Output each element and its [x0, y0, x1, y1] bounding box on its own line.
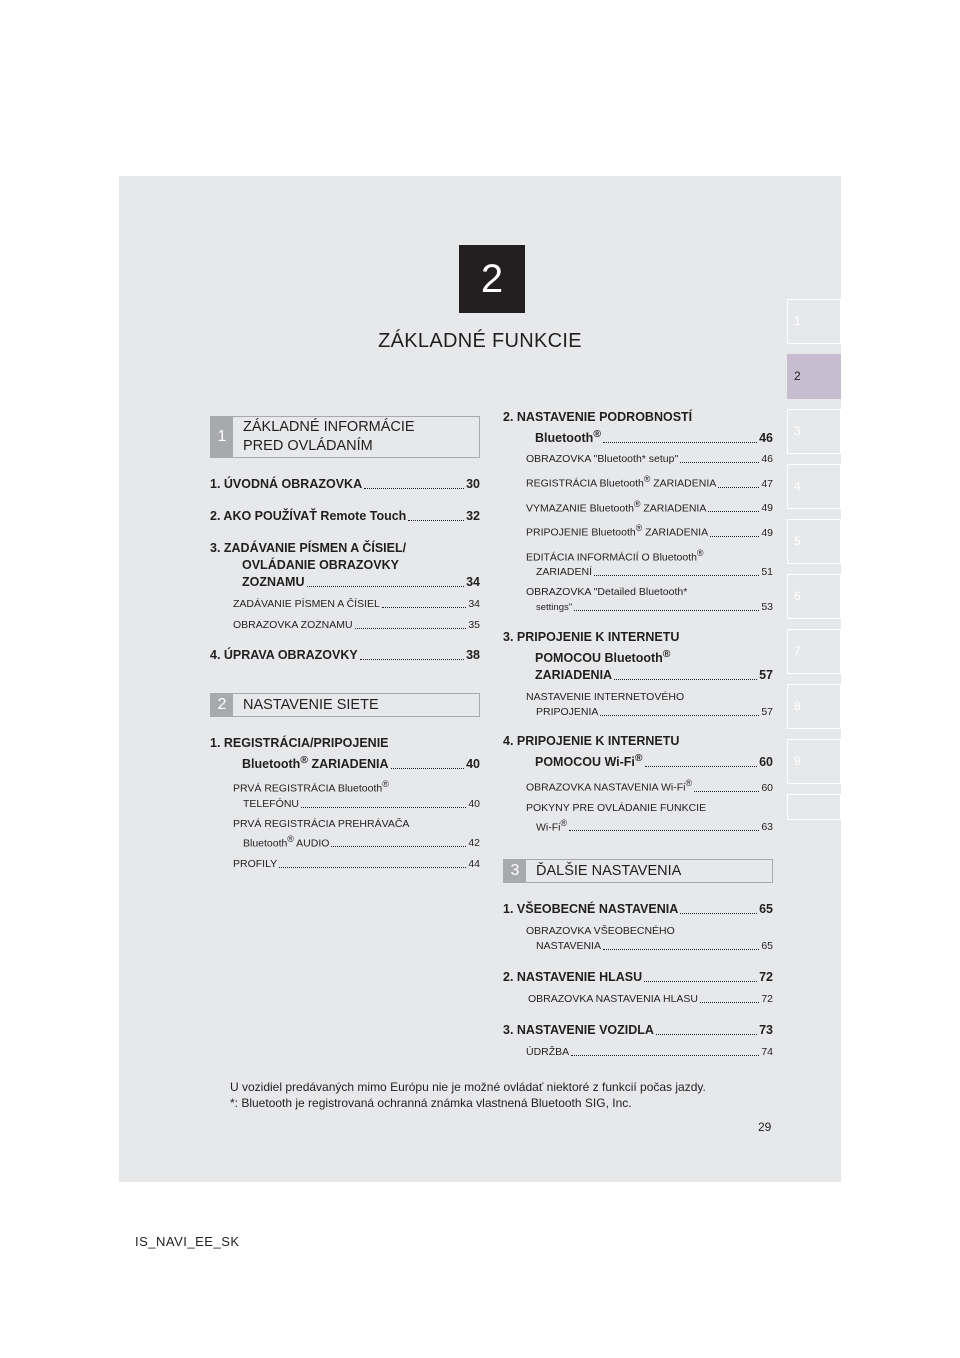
- toc-subentry[interactable]: OBRAZOVKA ZOZNAMU 35: [233, 619, 480, 631]
- page-ref: 34: [466, 575, 480, 589]
- chapter-tab-1[interactable]: 1: [787, 299, 841, 344]
- page-ref: 40: [466, 757, 480, 772]
- toc-subentry[interactable]: PRVÁ REGISTRÁCIA Bluetooth® TELEFÓNU 40: [233, 779, 480, 810]
- chapter-tab-3[interactable]: 3: [787, 409, 841, 454]
- section-number: 2: [211, 694, 233, 716]
- page-ref: 38: [466, 648, 480, 662]
- footnote-line: U vozidiel predávaných mimo Európu nie je možné ovládať niektoré z funkcií počas jazdy.: [230, 1080, 706, 1094]
- toc-subentry[interactable]: PRIPOJENIE Bluetooth® ZARIADENIA 49: [526, 523, 773, 539]
- toc-entry[interactable]: 2. NASTAVENIE PODROBNOSTÍ Bluetooth® 46: [503, 410, 773, 446]
- toc-subentry[interactable]: VYMAZANIE Bluetooth® ZARIADENIA 49: [526, 498, 773, 515]
- toc-subentry[interactable]: EDITÁCIA INFORMÁCIÍ O Bluetooth® ZARIADENÍ 51: [526, 547, 773, 579]
- chapter-tab-10[interactable]: [787, 794, 841, 820]
- page-number: 29: [758, 1120, 772, 1134]
- page-ref: 30: [466, 477, 480, 491]
- section-title-line: PRED OVLÁDANÍM: [243, 438, 373, 454]
- chapter-tab-5[interactable]: 5: [787, 519, 841, 564]
- toc-subentry[interactable]: ÚDRŽBA 74: [526, 1046, 773, 1059]
- chapter-tab-9[interactable]: 9: [787, 739, 841, 784]
- toc-entry[interactable]: 1. ÚVODNÁ OBRAZOVKA 30: [210, 477, 480, 491]
- right-column: [503, 409, 773, 1060]
- page-ref: 73: [759, 1023, 773, 1038]
- chapter-tab-8[interactable]: 8: [787, 684, 841, 729]
- page-ref: 65: [759, 902, 773, 917]
- section-header-3: [503, 859, 773, 883]
- toc-subentry[interactable]: OBRAZOVKA NASTAVENIA Wi-Fi® 60: [526, 778, 773, 794]
- document-id: IS_NAVI_EE_SK: [135, 1234, 240, 1249]
- toc-subentry[interactable]: OBRAZOVKA VŠEOBECNÉHO NASTAVENIA 65: [526, 925, 773, 953]
- toc-subentry[interactable]: PROFILY 44: [233, 858, 480, 871]
- footnote-line: *: Bluetooth je registrovaná ochranná známka vlastnená Bluetooth SIG, Inc.: [230, 1096, 632, 1110]
- toc-subentry[interactable]: ZADÁVANIE PÍSMEN A ČÍSIEL 34: [233, 598, 480, 610]
- toc-entry[interactable]: 4. ÚPRAVA OBRAZOVKY 38: [210, 648, 480, 662]
- toc-entry[interactable]: 2. NASTAVENIE HLASU 72: [503, 970, 773, 985]
- chapter-tab-4[interactable]: 4: [787, 464, 841, 509]
- toc-subentry[interactable]: PRVÁ REGISTRÁCIA PREHRÁVAČA Bluetooth® AUDIO 42: [233, 817, 480, 850]
- toc-entry[interactable]: 3. PRIPOJENIE K INTERNETU POMOCOU Bluetooth® ZARIADENIA 57: [503, 630, 773, 683]
- page-ref: 57: [759, 668, 773, 683]
- chapter-title: ZÁKLADNÉ FUNKCIE: [378, 330, 582, 352]
- toc-subentry[interactable]: OBRAZOVKA "Detailed Bluetooth* settings" 53: [526, 586, 773, 614]
- chapter-number-badge: 2: [459, 245, 525, 313]
- page-ref: 32: [466, 509, 480, 523]
- toc-entry[interactable]: 1. VŠEOBECNÉ NASTAVENIA 65: [503, 902, 773, 917]
- page-ref: 72: [759, 970, 773, 985]
- toc-entry[interactable]: 2. AKO POUŽÍVAŤ Remote Touch 32: [210, 509, 480, 523]
- toc-subentry[interactable]: OBRAZOVKA "Bluetooth* setup" 46: [526, 453, 773, 466]
- toc-entry[interactable]: 4. PRIPOJENIE K INTERNETU POMOCOU Wi-Fi® 60: [503, 734, 773, 770]
- toc-entry[interactable]: 1. REGISTRÁCIA/PRIPOJENIE Bluetooth® ZARIADENIA 40: [210, 736, 480, 772]
- section-number: 1: [211, 417, 233, 457]
- toc-subentry[interactable]: POKYNY PRE OVLÁDANIE FUNKCIE Wi-Fi® 63: [526, 801, 773, 834]
- section-title-line: ĎALŠIE NASTAVENIA: [536, 862, 682, 879]
- chapter-tab-6[interactable]: 6: [787, 574, 841, 619]
- section-header-1: [210, 416, 480, 458]
- toc-entry[interactable]: 3. NASTAVENIE VOZIDLA 73: [503, 1023, 773, 1038]
- section-header-2: [210, 693, 480, 717]
- toc-subentry[interactable]: OBRAZOVKA NASTAVENIA HLASU 72: [528, 993, 773, 1006]
- page-ref: 60: [759, 755, 773, 770]
- section-number: 3: [504, 860, 526, 882]
- toc-entry[interactable]: 3. ZADÁVANIE PÍSMEN A ČÍSIEL/ OVLÁDANIE OBRAZOVKY ZOZNAMU 34: [210, 541, 480, 589]
- chapter-tab-2[interactable]: 2: [787, 354, 841, 399]
- section-title-line: NASTAVENIE SIETE: [243, 696, 379, 713]
- toc-subentry[interactable]: NASTAVENIE INTERNETOVÉHO PRIPOJENIA 57: [526, 691, 773, 719]
- chapter-tab-7[interactable]: 7: [787, 629, 841, 674]
- footnote: [230, 1079, 790, 1111]
- section-title-line: ZÁKLADNÉ INFORMÁCIE: [243, 419, 415, 435]
- page-ref: 46: [759, 431, 773, 446]
- toc-subentry[interactable]: REGISTRÁCIA Bluetooth® ZARIADENIA 47: [526, 474, 773, 490]
- left-column: [210, 416, 480, 872]
